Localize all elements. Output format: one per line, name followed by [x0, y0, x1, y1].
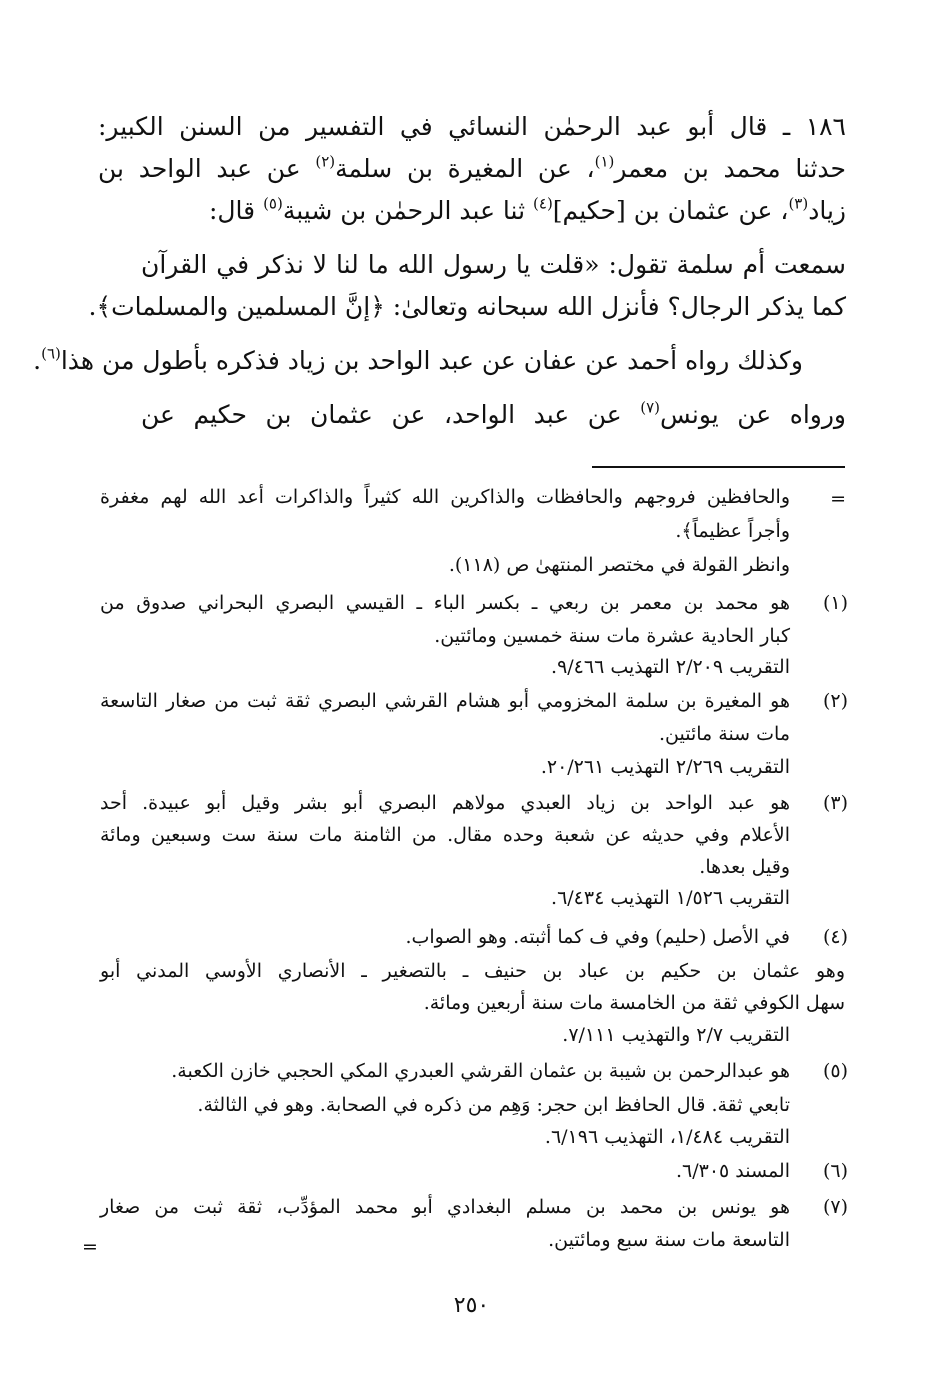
footnote-separator [592, 466, 845, 468]
footnote-number: (٣) [822, 792, 848, 814]
footnote-line: هو محمد بن معمر بن ربعي ـ بكسر الباء ـ القيسي البصري البحراني صدوق من [100, 592, 790, 614]
footnote-line: التقريب ١/٤٨٤، التهذيب ٦/١٩٦. [544, 1126, 790, 1148]
footnote-line: هو يونس بن محمد بن مسلم البغدادي أبو محمد المؤدِّب، ثقة ثبت من صغار [100, 1196, 790, 1218]
footnote-line: مات سنة مائتين. [659, 723, 790, 745]
footnote-line: هو المغيرة بن سلمة المخزومي أبو هشام القرشي البصري ثقة ثبت من صغار التاسعة [100, 690, 790, 712]
main-text-line: حدثنا محمد بن معمر$^{(١)}$، عن المغيرة بن سلمة$^{(٢)}$ عن عبد الواحد بن [98, 152, 847, 183]
footnote-number: (٧) [822, 1196, 848, 1218]
main-text-line: زياد$^{(٣)}$، عن عثمان بن [حكيم]$^{(٤)}$ ثنا عبد الرحمٰن بن شيبة$^{(٥)}$ قال: [208, 194, 846, 225]
footnote-line: التاسعة مات سنة سبع ومائتين. [548, 1229, 790, 1251]
footnote-number: (٦) [822, 1160, 848, 1182]
footnote-line: التقريب ٢/٢٦٩ التهذيب ٢٠/٢٦١. [540, 756, 790, 778]
main-text-line: ورواه عن يونس$^{(٧)}$ عن عبد الواحد، عن عثمان بن حكيم عن [141, 398, 846, 429]
main-text-line: كما يذكر الرجال؟ فأنزل الله سبحانه وتعالىٰ: ﴿إنَّ المسلمين والمسلمات﴾. [88, 292, 846, 321]
footnote-line: المسند ٦/٣٠٥. [675, 1160, 790, 1182]
footnote-line: في الأصل (حليم) وفي ف كما أثبته. وهو الصواب. [405, 926, 790, 948]
footnote-line: هو عبدالرحمن بن شيبة بن عثمان القرشي العبدري المكي الحجبي خازن الكعبة. [171, 1060, 790, 1082]
continuation-mark: = [830, 488, 846, 510]
footnote-line: سهل الكوفي ثقة من الخامسة مات سنة أربعين ومائة. [423, 992, 845, 1014]
footnote-line: كبار الحادية عشرة مات سنة خمسين ومائتين. [434, 625, 790, 647]
page-number: ٢٥٠ [453, 1293, 490, 1318]
footnote-line: تابعي ثقة. قال الحافظ ابن حجر: وَهِم من ذكره في الصحابة. وهو في الثالثة. [197, 1094, 790, 1116]
footnote-line: التقريب ٢/٢٠٩ التهذيب ٩/٤٦٦. [551, 656, 790, 678]
footnote-line: وانظر القولة في مختصر المنتهىٰ ص (١١٨). [448, 554, 790, 576]
footnote-line: التقريب ١/٥٢٦ التهذيب ٦/٤٣٤. [551, 887, 790, 909]
footnote-line: التقريب ٢/٧ والتهذيب ٧/١١١. [562, 1024, 790, 1046]
footnote-line: وقيل بعدها. [699, 856, 790, 878]
footnote-number: (٥) [822, 1060, 848, 1082]
footnote-line: والحافظين فروجهم والحافظات والذاكرين الله كثيراً والذاكرات أعد الله لهم مغفرة [100, 486, 790, 508]
footnote-line: وهو عثمان بن حكيم بن عباد بن حنيف ـ بالتصغير ـ الأنصاري الأوسي المدني أبو [100, 960, 845, 982]
footnote-line: هو عبد الواحد بن زياد العبدي مولاهم البصري أبو بشر وقيل أبو عبيدة. أحد [100, 792, 790, 814]
footnote-number: (٢) [822, 690, 848, 712]
footnote-line: وأجراً عظيماً﴾. [675, 520, 790, 542]
footnote-number: (١) [822, 592, 848, 614]
footnote-line: الأعلام وفي حديثه عن شعبة وحده مقال. من الثامنة مات سنة ست وسبعين ومائة [100, 824, 790, 846]
continuation-mark: = [82, 1236, 98, 1258]
main-text-line: وكذلك رواه أحمد عن عفان عن عبد الواحد بن زياد فذكره بأطول من هذا$^{(٦)}$. [33, 344, 803, 375]
main-text-line: ١٨٦ ـ قال أبو عبد الرحمٰن النسائي في التفسير من السنن الكبير: [98, 112, 846, 141]
footnote-number: (٤) [822, 926, 848, 948]
main-text-line: سمعت أم سلمة تقول: «قلت يا رسول الله ما لنا لا نذكر في القرآن [141, 250, 846, 279]
